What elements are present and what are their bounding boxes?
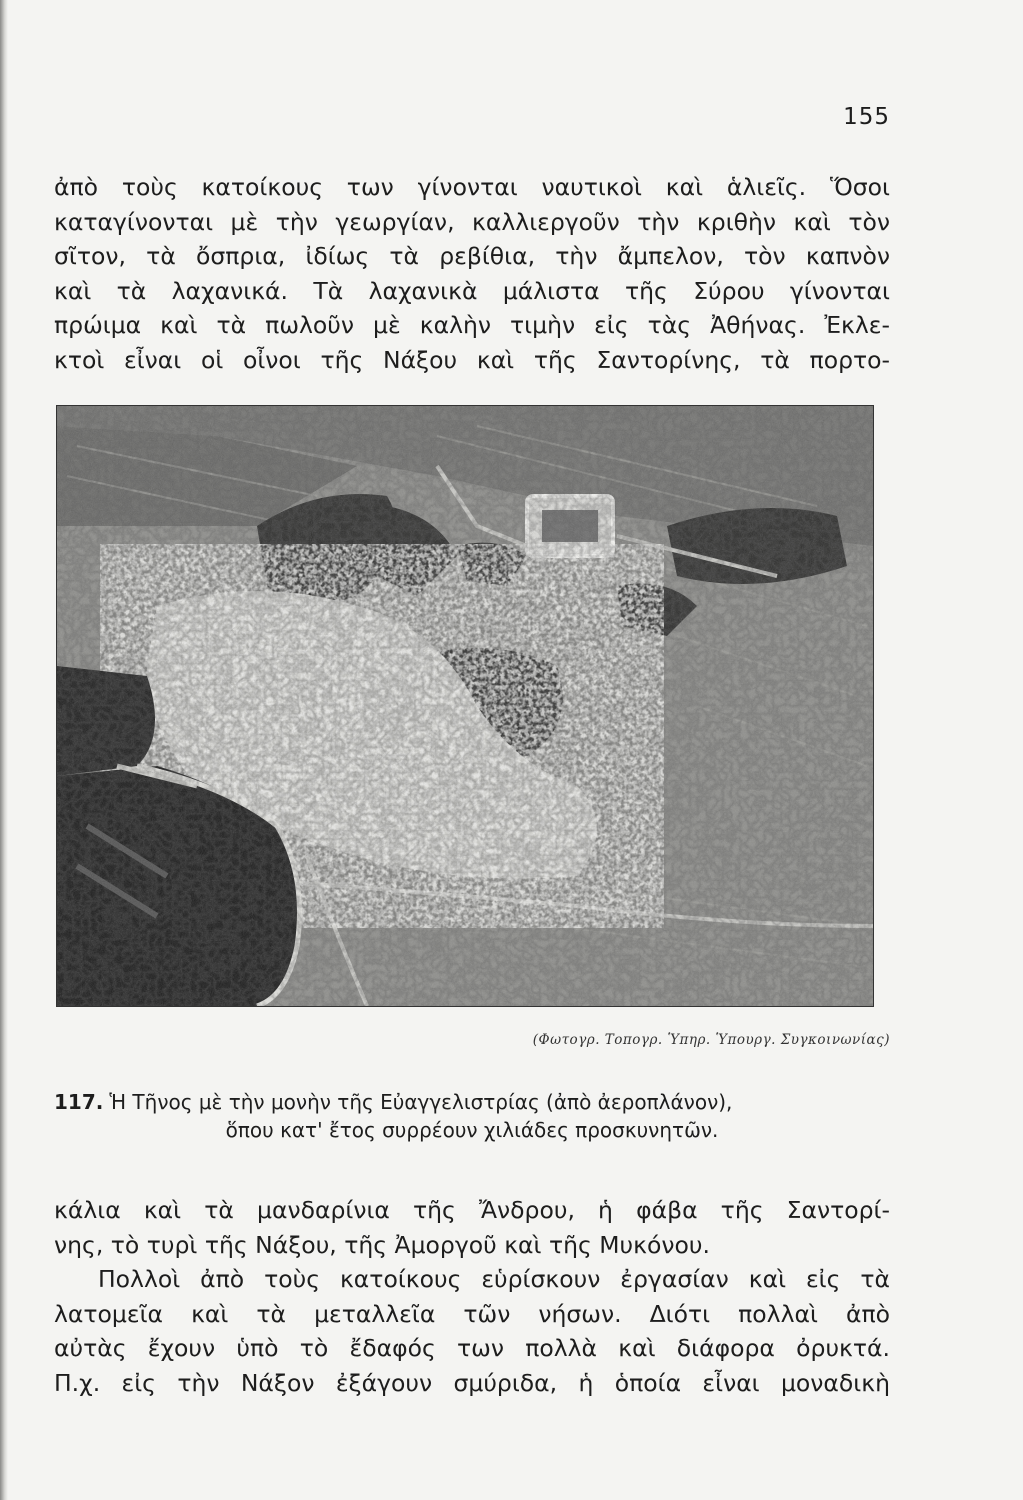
text-line: Πολλοὶ ἀπὸ τοὺς κατοίκους εὑρίσκουν ἐργασίαν καὶ εἰς τὰ [98, 1265, 890, 1293]
text-line: σῖτον, τὰ ὄσπρια, ἰδίως τὰ ρεβίθια, τὴν ἄμπελον, τὸν καπνὸν [54, 242, 890, 270]
caption-text: Ἡ Τῆνος μὲ τὴν μονὴν τῆς Εὐαγγελιστρίας (ἀπὸ ἀεροπλάνον), [109, 1090, 733, 1114]
text-line: κάλια καὶ τὰ μανδαρίνια τῆς Ἄνδρου, ἡ φάβα τῆς Σαντορί- [54, 1196, 890, 1224]
aerial-photo [56, 405, 874, 1007]
text-line: πρώιμα καὶ τὰ πωλοῦν μὲ καλὴν τιμὴν εἰς τὰς Ἀθήνας. Ἐκλε- [54, 311, 890, 339]
text-line: καταγίνονται μὲ τὴν γεωργίαν, καλλιεργοῦν τὴν κριθὴν καὶ τὸν [54, 207, 890, 236]
page-binding-edge [0, 0, 8, 1500]
text-line: καὶ τὰ λαχανικά. Τὰ λαχανικὰ μάλιστα τῆς Σύρου γίνονται [54, 276, 890, 305]
text-line: λατομεῖα καὶ τὰ μεταλλεῖα τῶν νήσων. Διότι πολλαὶ ἀπὸ [54, 1299, 890, 1328]
caption-line: ὅπου κατ' ἔτος συρρέουν χιλιάδες προσκυνητῶν. [225, 1118, 719, 1142]
figure-caption [54, 1088, 890, 1144]
text-line: ἀπὸ τοὺς κατοίκους των γίνονται ναυτικοὶ καὶ ἁλιεῖς. Ὅσοι [54, 173, 890, 201]
photo-credit: (Φωτογρ. Τοπογρ. Ὑπηρ. Ὑπουργ. Συγκοινωνίας) [532, 1032, 890, 1048]
aerial-photo-image [57, 406, 873, 1006]
text-line: κτοὶ εἶναι οἱ οἶνοι τῆς Νάξου καὶ τῆς Σαντορίνης, τὰ πορτο- [54, 345, 890, 374]
body-text-top [54, 170, 890, 377]
figure-number: 117. [54, 1090, 104, 1114]
text-line: αὐτὰς ἔχουν ὑπὸ τὸ ἔδαφός των πολλὰ καὶ διάφορα ὀρυκτά. [54, 1334, 890, 1362]
page-number: 155 [843, 104, 890, 130]
caption-line [54, 1088, 890, 1116]
text-line: Π.χ. εἰς τὴν Νάξον ἐξάγουν σμύριδα, ἡ ὁποία εἶναι μοναδικὴ [54, 1368, 890, 1397]
body-text-bottom [54, 1193, 890, 1400]
text-line: νης, τὸ τυρὶ τῆς Νάξου, τῆς Ἀμοργοῦ καὶ τῆς Μυκόνου. [54, 1230, 710, 1259]
